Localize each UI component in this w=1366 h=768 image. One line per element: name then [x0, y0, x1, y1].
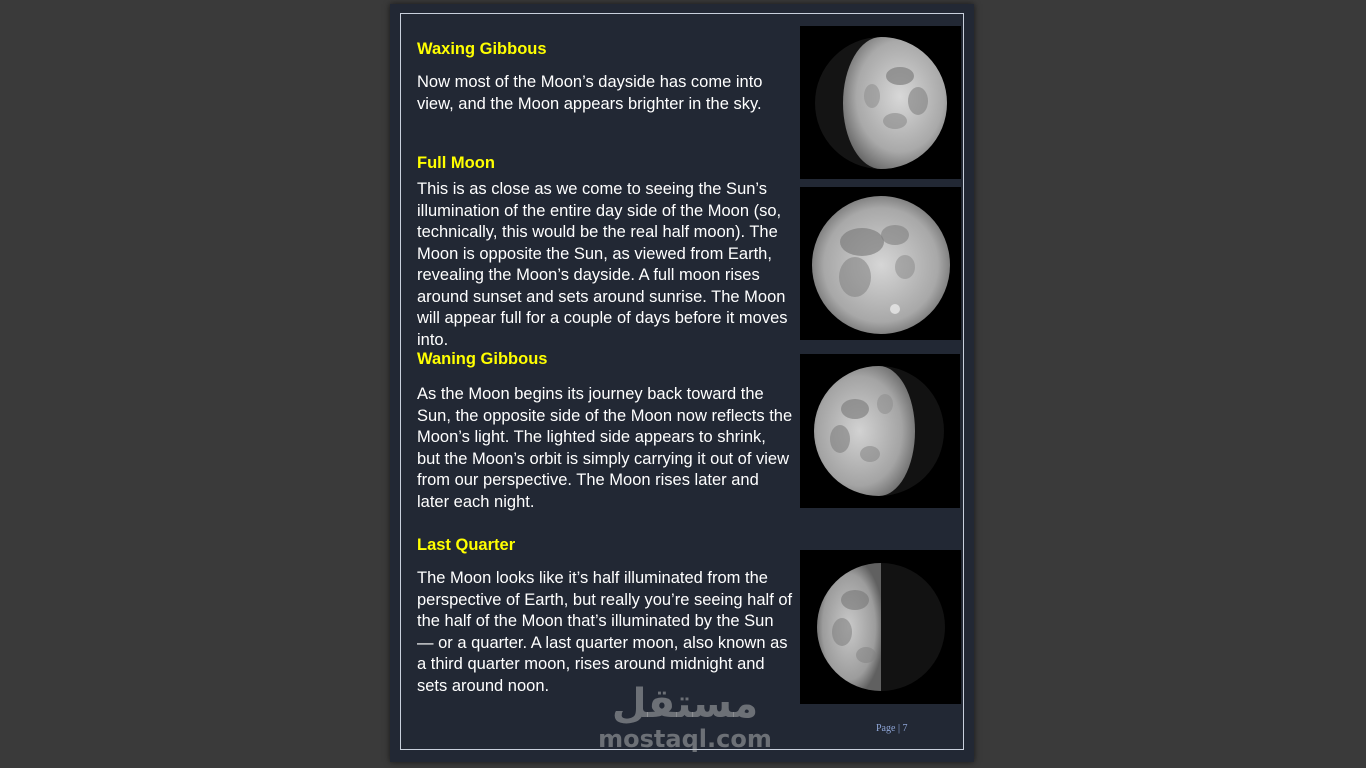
section-body-waning-gibbous: As the Moon begins its journey back toward the Sun, the opposite side of the Moon now reflects the Moon’s light. The lighted side appears to shrink, but the Moon’s orbit is simply carrying it out of view from our perspective. The Moon rises later and later each night. [417, 385, 793, 511]
waning-gibbous-moon-image [800, 354, 960, 508]
page-number: Page | 7 [876, 723, 908, 734]
full-moon-image [800, 187, 961, 340]
section-title-waxing-gibbous: Waxing Gibbous [417, 40, 547, 58]
section-body-last-quarter: The Moon looks like it’s half illuminated from the perspective of Earth, but really you’re seeing half of the half of the Moon that’s illuminated by the Sun — or a quarter. A last quarter moon, also known as a third quarter moon, rises around midnight and sets around noon. [417, 569, 793, 695]
section-title-last-quarter: Last Quarter [417, 536, 516, 554]
document-page [390, 4, 974, 762]
section-title-full-moon: Full Moon [417, 154, 495, 172]
section-body-full-moon: This is as close as we come to seeing the Sun’s illumination of the entire day side of the Moon (so, technically, this would be the real half moon). The Moon is opposite the Sun, as viewed from Earth, revealing the Moon’s dayside. A full moon rises around sunset and sets around sunrise. The Moon will appear full for a couple of days before it moves into. [417, 180, 788, 349]
waxing-gibbous-moon-image [800, 26, 961, 179]
section-title-waning-gibbous: Waning Gibbous [417, 350, 548, 368]
section-body-waxing-gibbous: Now most of the Moon’s dayside has come into view, and the Moon appears brighter in the sky. [417, 73, 763, 113]
watermark-arabic-text: مستقل [611, 681, 759, 727]
last-quarter-moon-image [800, 550, 961, 704]
watermark-latin-text: mostaql.com [598, 725, 772, 753]
